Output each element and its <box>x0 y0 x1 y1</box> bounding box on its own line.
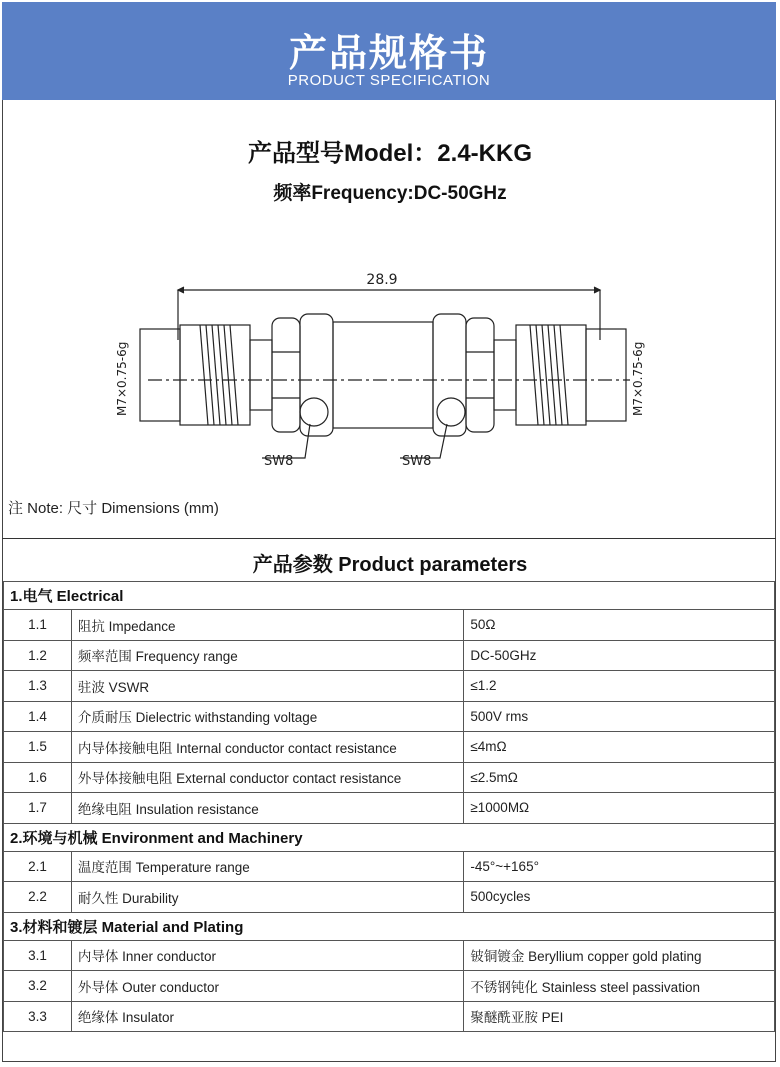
param-number: 3.2 <box>4 971 72 1002</box>
left-thread-lines <box>200 325 238 425</box>
section-heading: 3.材料和镀层 Material and Plating <box>4 912 775 940</box>
leader-left <box>262 424 310 458</box>
param-name: 内导体 Inner conductor <box>71 940 463 971</box>
param-name: 阻抗 Impedance <box>71 610 463 641</box>
param-number: 2.1 <box>4 851 72 882</box>
params-table <box>3 581 775 1032</box>
param-value: ≥1000MΩ <box>464 793 775 824</box>
param-row <box>4 1001 775 1032</box>
hex-label-left: SW8 <box>264 454 294 469</box>
hex-label-right: SW8 <box>402 454 432 469</box>
param-name: 外导体接触电阻 External conductor contact resistance <box>71 762 463 793</box>
thread-label-right: M7×0.75-6g <box>631 341 645 416</box>
param-row <box>4 882 775 913</box>
page-subtitle: PRODUCT SPECIFICATION <box>287 72 491 89</box>
dimension-note: 注 Note: 尺寸 Dimensions (mm) <box>8 500 219 517</box>
center-barrel <box>333 322 433 428</box>
param-number: 1.3 <box>4 671 72 702</box>
param-number: 1.4 <box>4 701 72 732</box>
param-value: 500V rms <box>464 701 775 732</box>
param-row <box>4 671 775 702</box>
right-neck <box>494 340 516 410</box>
params-title: 产品参数 Product parameters <box>252 554 528 576</box>
param-name: 温度范围 Temperature range <box>71 851 463 882</box>
page-title: 产品规格书 <box>288 31 489 75</box>
left-neck <box>250 340 272 410</box>
dimension-label: 28.9 <box>366 272 398 288</box>
right-hex-nut <box>466 318 494 432</box>
param-number: 3.1 <box>4 940 72 971</box>
frequency-heading: 频率Frequency:DC-50GHz <box>273 183 507 204</box>
param-row <box>4 610 775 641</box>
param-row <box>4 940 775 971</box>
section-heading: 1.电气 Electrical <box>4 582 775 610</box>
param-row <box>4 732 775 763</box>
param-row <box>4 640 775 671</box>
param-value: 铍铜镀金 Beryllium copper gold plating <box>464 940 775 971</box>
right-thread-lines <box>530 325 568 425</box>
param-name: 耐久性 Durability <box>71 882 463 913</box>
param-value: -45°~+165° <box>464 851 775 882</box>
param-name: 频率范围 Frequency range <box>71 640 463 671</box>
section-divider <box>2 538 776 539</box>
param-number: 1.6 <box>4 762 72 793</box>
param-number: 1.7 <box>4 793 72 824</box>
param-value: DC-50GHz <box>464 640 775 671</box>
param-value: 50Ω <box>464 610 775 641</box>
param-number: 3.3 <box>4 1001 72 1032</box>
param-number: 2.2 <box>4 882 72 913</box>
left-hex-face <box>300 314 333 436</box>
param-value: ≤2.5mΩ <box>464 762 775 793</box>
param-row <box>4 762 775 793</box>
param-row <box>4 851 775 882</box>
section-row <box>4 912 775 940</box>
section-heading: 2.环境与机械 Environment and Machinery <box>4 823 775 851</box>
param-number: 1.5 <box>4 732 72 763</box>
right-hex-circle <box>437 398 465 426</box>
param-row <box>4 971 775 1002</box>
param-value: ≤4mΩ <box>464 732 775 763</box>
right-thread-body <box>516 325 586 425</box>
param-row <box>4 701 775 732</box>
param-name: 绝缘电阻 Insulation resistance <box>71 793 463 824</box>
param-value: 聚醚酰亚胺 PEI <box>464 1001 775 1032</box>
param-value: ≤1.2 <box>464 671 775 702</box>
param-number: 1.2 <box>4 640 72 671</box>
thread-label-left: M7×0.75-6g <box>115 341 129 416</box>
section-row <box>4 823 775 851</box>
param-name: 驻波 VSWR <box>71 671 463 702</box>
dimension-arrow-left <box>178 287 184 293</box>
section-row <box>4 582 775 610</box>
left-end-body <box>140 329 180 421</box>
param-value: 500cycles <box>464 882 775 913</box>
header-banner <box>2 2 776 100</box>
left-hex-nut <box>272 318 300 432</box>
param-name: 介质耐压 Dielectric withstanding voltage <box>71 701 463 732</box>
param-value: 不锈钢钝化 Stainless steel passivation <box>464 971 775 1002</box>
param-row <box>4 793 775 824</box>
param-number: 1.1 <box>4 610 72 641</box>
right-end-body <box>586 329 626 421</box>
left-hex-circle <box>300 398 328 426</box>
leader-right <box>400 424 447 458</box>
param-name: 外导体 Outer conductor <box>71 971 463 1002</box>
param-name: 绝缘体 Insulator <box>71 1001 463 1032</box>
model-heading: 产品型号Model：2.4-KKG <box>247 140 532 167</box>
dimension-arrow-right <box>594 287 600 293</box>
left-thread-body <box>180 325 250 425</box>
param-name: 内导体接触电阻 Internal conductor contact resistance <box>71 732 463 763</box>
connector-drawing <box>100 262 680 472</box>
